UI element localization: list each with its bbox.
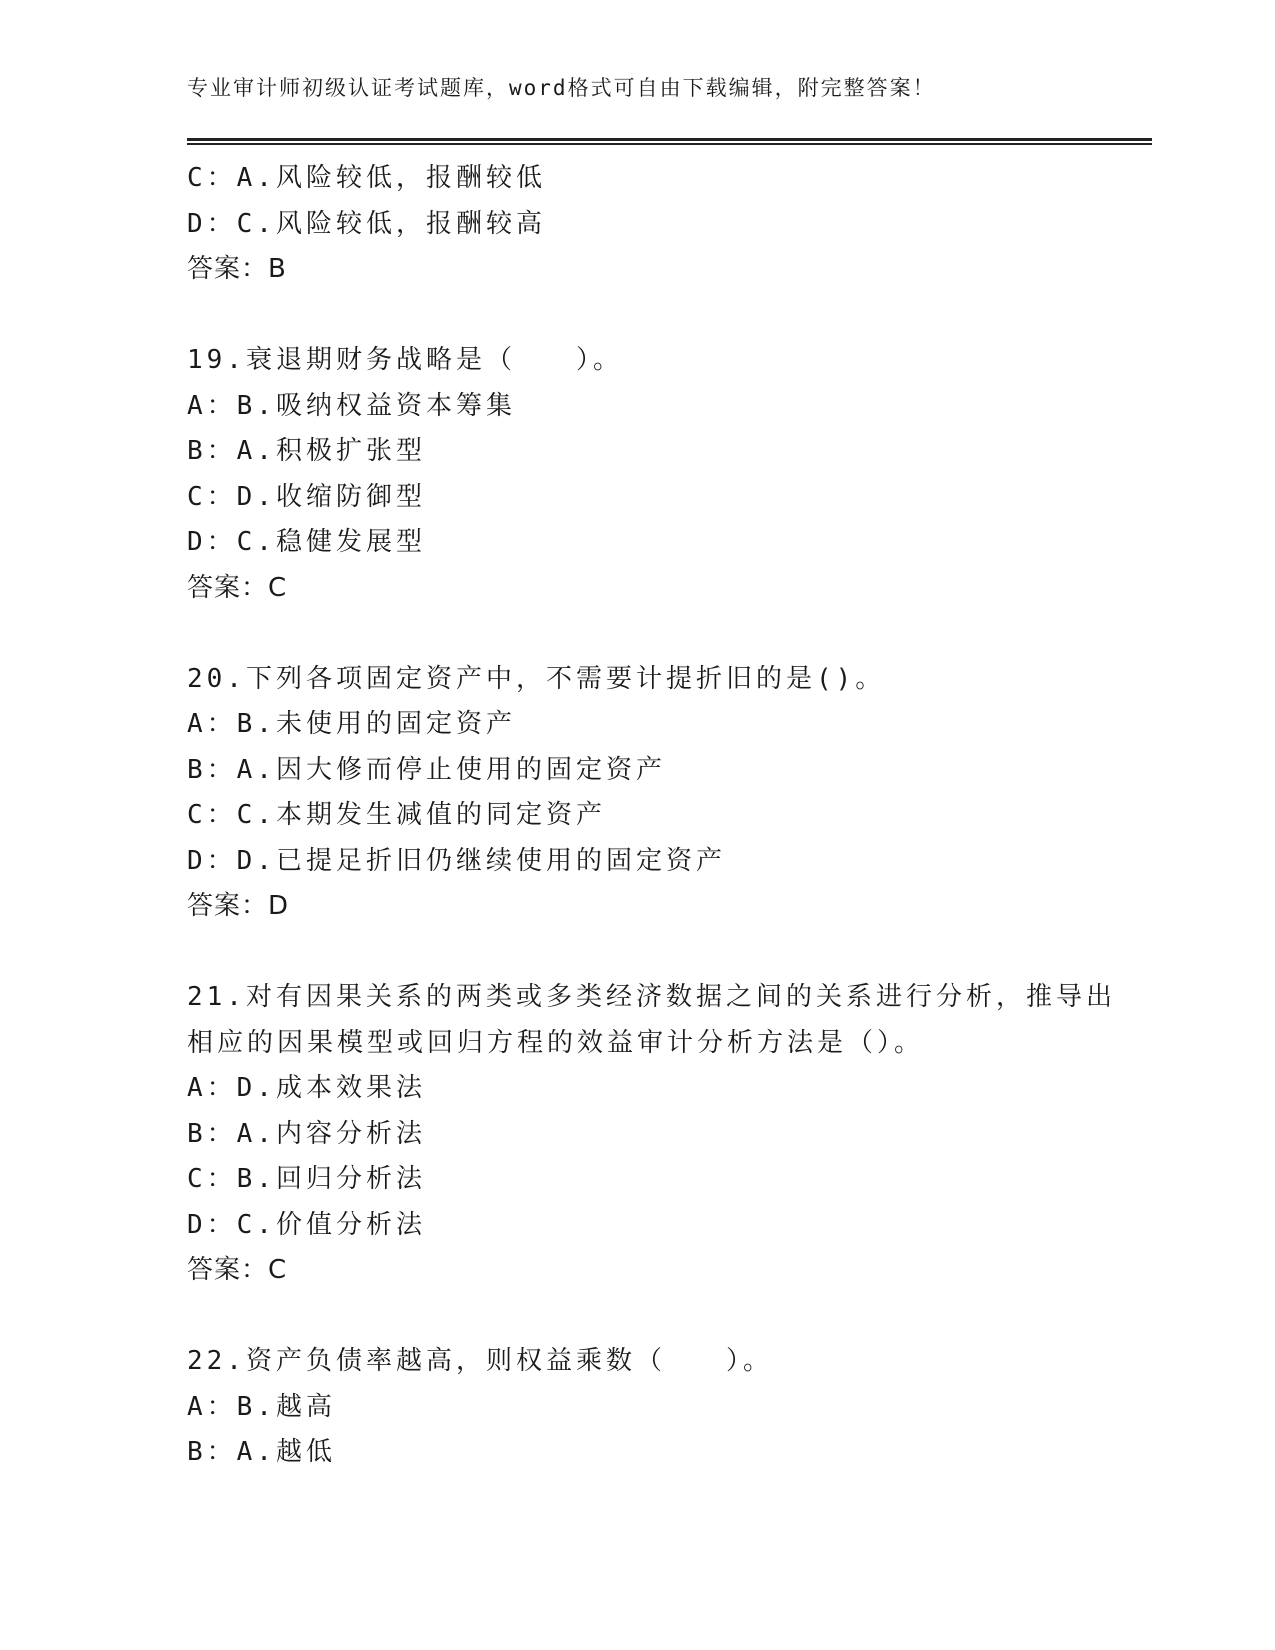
option-a: A：D.成本效果法 bbox=[187, 1073, 426, 1103]
question-block-22 bbox=[187, 1339, 1087, 1476]
answer-label: 答案：C bbox=[187, 1255, 288, 1285]
question-text: 22.资产负债率越高，则权益乘数（ ）。 bbox=[187, 1346, 773, 1376]
option-d: D：C.价值分析法 bbox=[187, 1209, 426, 1240]
option-c: C：C.本期发生减值的同定资产 bbox=[187, 800, 606, 830]
option-c: C：A.风险较低，报酬较低 bbox=[187, 163, 546, 193]
option-b: B：A.积极扩张型 bbox=[187, 436, 426, 466]
option-a: A：B.未使用的固定资产 bbox=[187, 709, 516, 739]
question-block-18 bbox=[187, 156, 1087, 293]
option-a: A：B.越高 bbox=[187, 1391, 336, 1422]
option-b: B：A.越低 bbox=[187, 1437, 336, 1467]
option-b: B：A.因大修而停止使用的固定资产 bbox=[187, 754, 666, 785]
question-text: 20.下列各项固定资产中，不需要计提折旧的是()。 bbox=[187, 663, 886, 694]
question-text: 19.衰退期财务战略是（ ）。 bbox=[187, 345, 623, 375]
answer-label: 答案：B bbox=[187, 254, 287, 284]
header-rule-top bbox=[187, 138, 1152, 141]
option-c: C：B.回归分析法 bbox=[187, 1164, 426, 1194]
question-list bbox=[187, 156, 1116, 1476]
option-d: D：C.稳健发展型 bbox=[187, 527, 426, 557]
question-block-20 bbox=[187, 657, 1087, 930]
option-a: A：B.吸纳权益资本筹集 bbox=[187, 390, 516, 421]
answer-label: 答案：D bbox=[187, 891, 290, 921]
question-block-21 bbox=[187, 975, 1116, 1294]
option-b: B：A.内容分析法 bbox=[187, 1118, 426, 1149]
page-header: 专业审计师初级认证考试题库，word格式可自由下载编辑，附完整答案！ bbox=[187, 76, 936, 100]
option-d: D：D.已提足折旧仍继续使用的固定资产 bbox=[187, 845, 726, 876]
answer-label: 答案：C bbox=[187, 572, 288, 603]
question-block-19 bbox=[187, 338, 1087, 611]
option-d: D：C.风险较低，报酬较高 bbox=[187, 208, 546, 239]
question-text-line-1: 21.对有因果关系的两类或多类经济数据之间的关系进行分析，推导出 bbox=[187, 982, 1116, 1012]
question-text-line-2: 相应的因果模型或回归方程的效益审计分析方法是（）。 bbox=[187, 1027, 925, 1058]
header-rule-bottom bbox=[187, 143, 1152, 145]
option-c: C：D.收缩防御型 bbox=[187, 481, 426, 512]
